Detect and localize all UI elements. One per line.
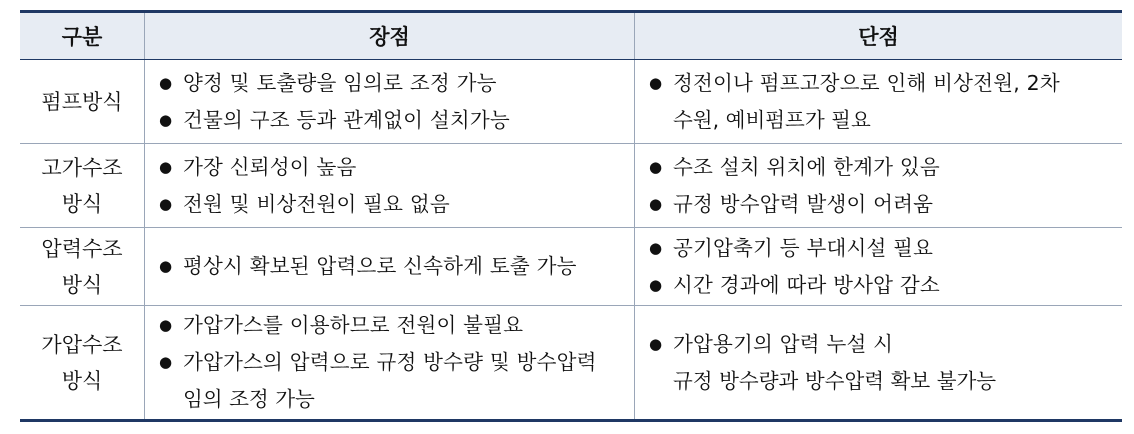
cons-list [635, 60, 1122, 143]
list-item: ● 건물의 구조 등과 관계없이 설치가능 [159, 102, 626, 139]
row-category [20, 306, 145, 419]
list-item: ● 시간 경과에 따라 방사압 감소 [649, 267, 1114, 304]
header-category: 구분 [20, 13, 145, 59]
category-label: 방식 [61, 272, 103, 297]
list-item: ● 규정 방수압력 발생이 어려움 [649, 186, 1114, 223]
row-category [20, 228, 145, 305]
bullet-icon: ● [159, 73, 173, 92]
category-label: 고가수조 [41, 155, 123, 180]
list-item: ● 가압용기의 압력 누설 시 [649, 326, 1114, 363]
list-item: ● 전원 및 비상전원이 필요 없음 [159, 186, 626, 223]
table-row [20, 228, 1122, 306]
category-label: 펌프방식 [41, 89, 123, 114]
pros-list [145, 228, 635, 305]
cons-list [635, 306, 1122, 419]
pros-list [145, 60, 635, 143]
table-row [20, 60, 1122, 144]
bullet-icon: ● [159, 257, 173, 275]
list-item: ● 수조 설치 위치에 한계가 있음 [649, 149, 1114, 186]
list-item: ● 가압가스를 이용하므로 전원이 불필요 [159, 307, 626, 344]
category-label: 가압수조 [41, 332, 123, 357]
row-category [20, 60, 145, 143]
bullet-icon: ● [159, 316, 173, 334]
list-item: ● 가장 신뢰성이 높음 [159, 149, 626, 186]
comparison-table [20, 10, 1122, 422]
category-label: 압력수조 [41, 236, 123, 261]
list-item-continuation: 임의 조정 가능 [183, 387, 315, 411]
pros-list [145, 306, 635, 419]
bullet-icon: ● [649, 194, 663, 213]
bullet-icon: ● [649, 238, 663, 257]
list-item: ● 양정 및 토출량을 임의로 조정 가능 [159, 65, 626, 102]
list-item-continuation: 수원, 예비펌프가 필요 [673, 107, 871, 132]
list-item: ● 가압가스의 압력으로 규정 방수량 및 방수압력 [159, 344, 626, 381]
table-row [20, 306, 1122, 419]
header-cons: 단점 [858, 25, 899, 49]
category-label: 방식 [61, 368, 103, 393]
table-header-row [20, 13, 1122, 60]
bullet-icon: ● [649, 275, 663, 294]
bullet-icon: ● [159, 194, 173, 213]
list-item: ● 평상시 확보된 압력으로 신속하게 토출 가능 [159, 248, 626, 285]
table-row [20, 144, 1122, 228]
header-pros: 장점 [145, 13, 635, 59]
bullet-icon: ● [649, 73, 663, 92]
list-item-continuation: 규정 방수량과 방수압력 확보 불가능 [673, 368, 997, 393]
list-item: ● 정전이나 펌프고장으로 인해 비상전원, 2차 [649, 65, 1114, 102]
pros-list [145, 144, 635, 227]
cons-list [635, 228, 1122, 305]
list-item: ● 공기압축기 등 부대시설 필요 [649, 230, 1114, 267]
bullet-icon: ● [159, 157, 173, 176]
bullet-icon: ● [649, 334, 663, 353]
category-label: 방식 [61, 191, 103, 216]
bullet-icon: ● [649, 157, 663, 176]
cons-list [635, 144, 1122, 227]
bullet-icon: ● [159, 110, 173, 129]
row-category [20, 144, 145, 227]
bullet-icon: ● [159, 353, 173, 371]
